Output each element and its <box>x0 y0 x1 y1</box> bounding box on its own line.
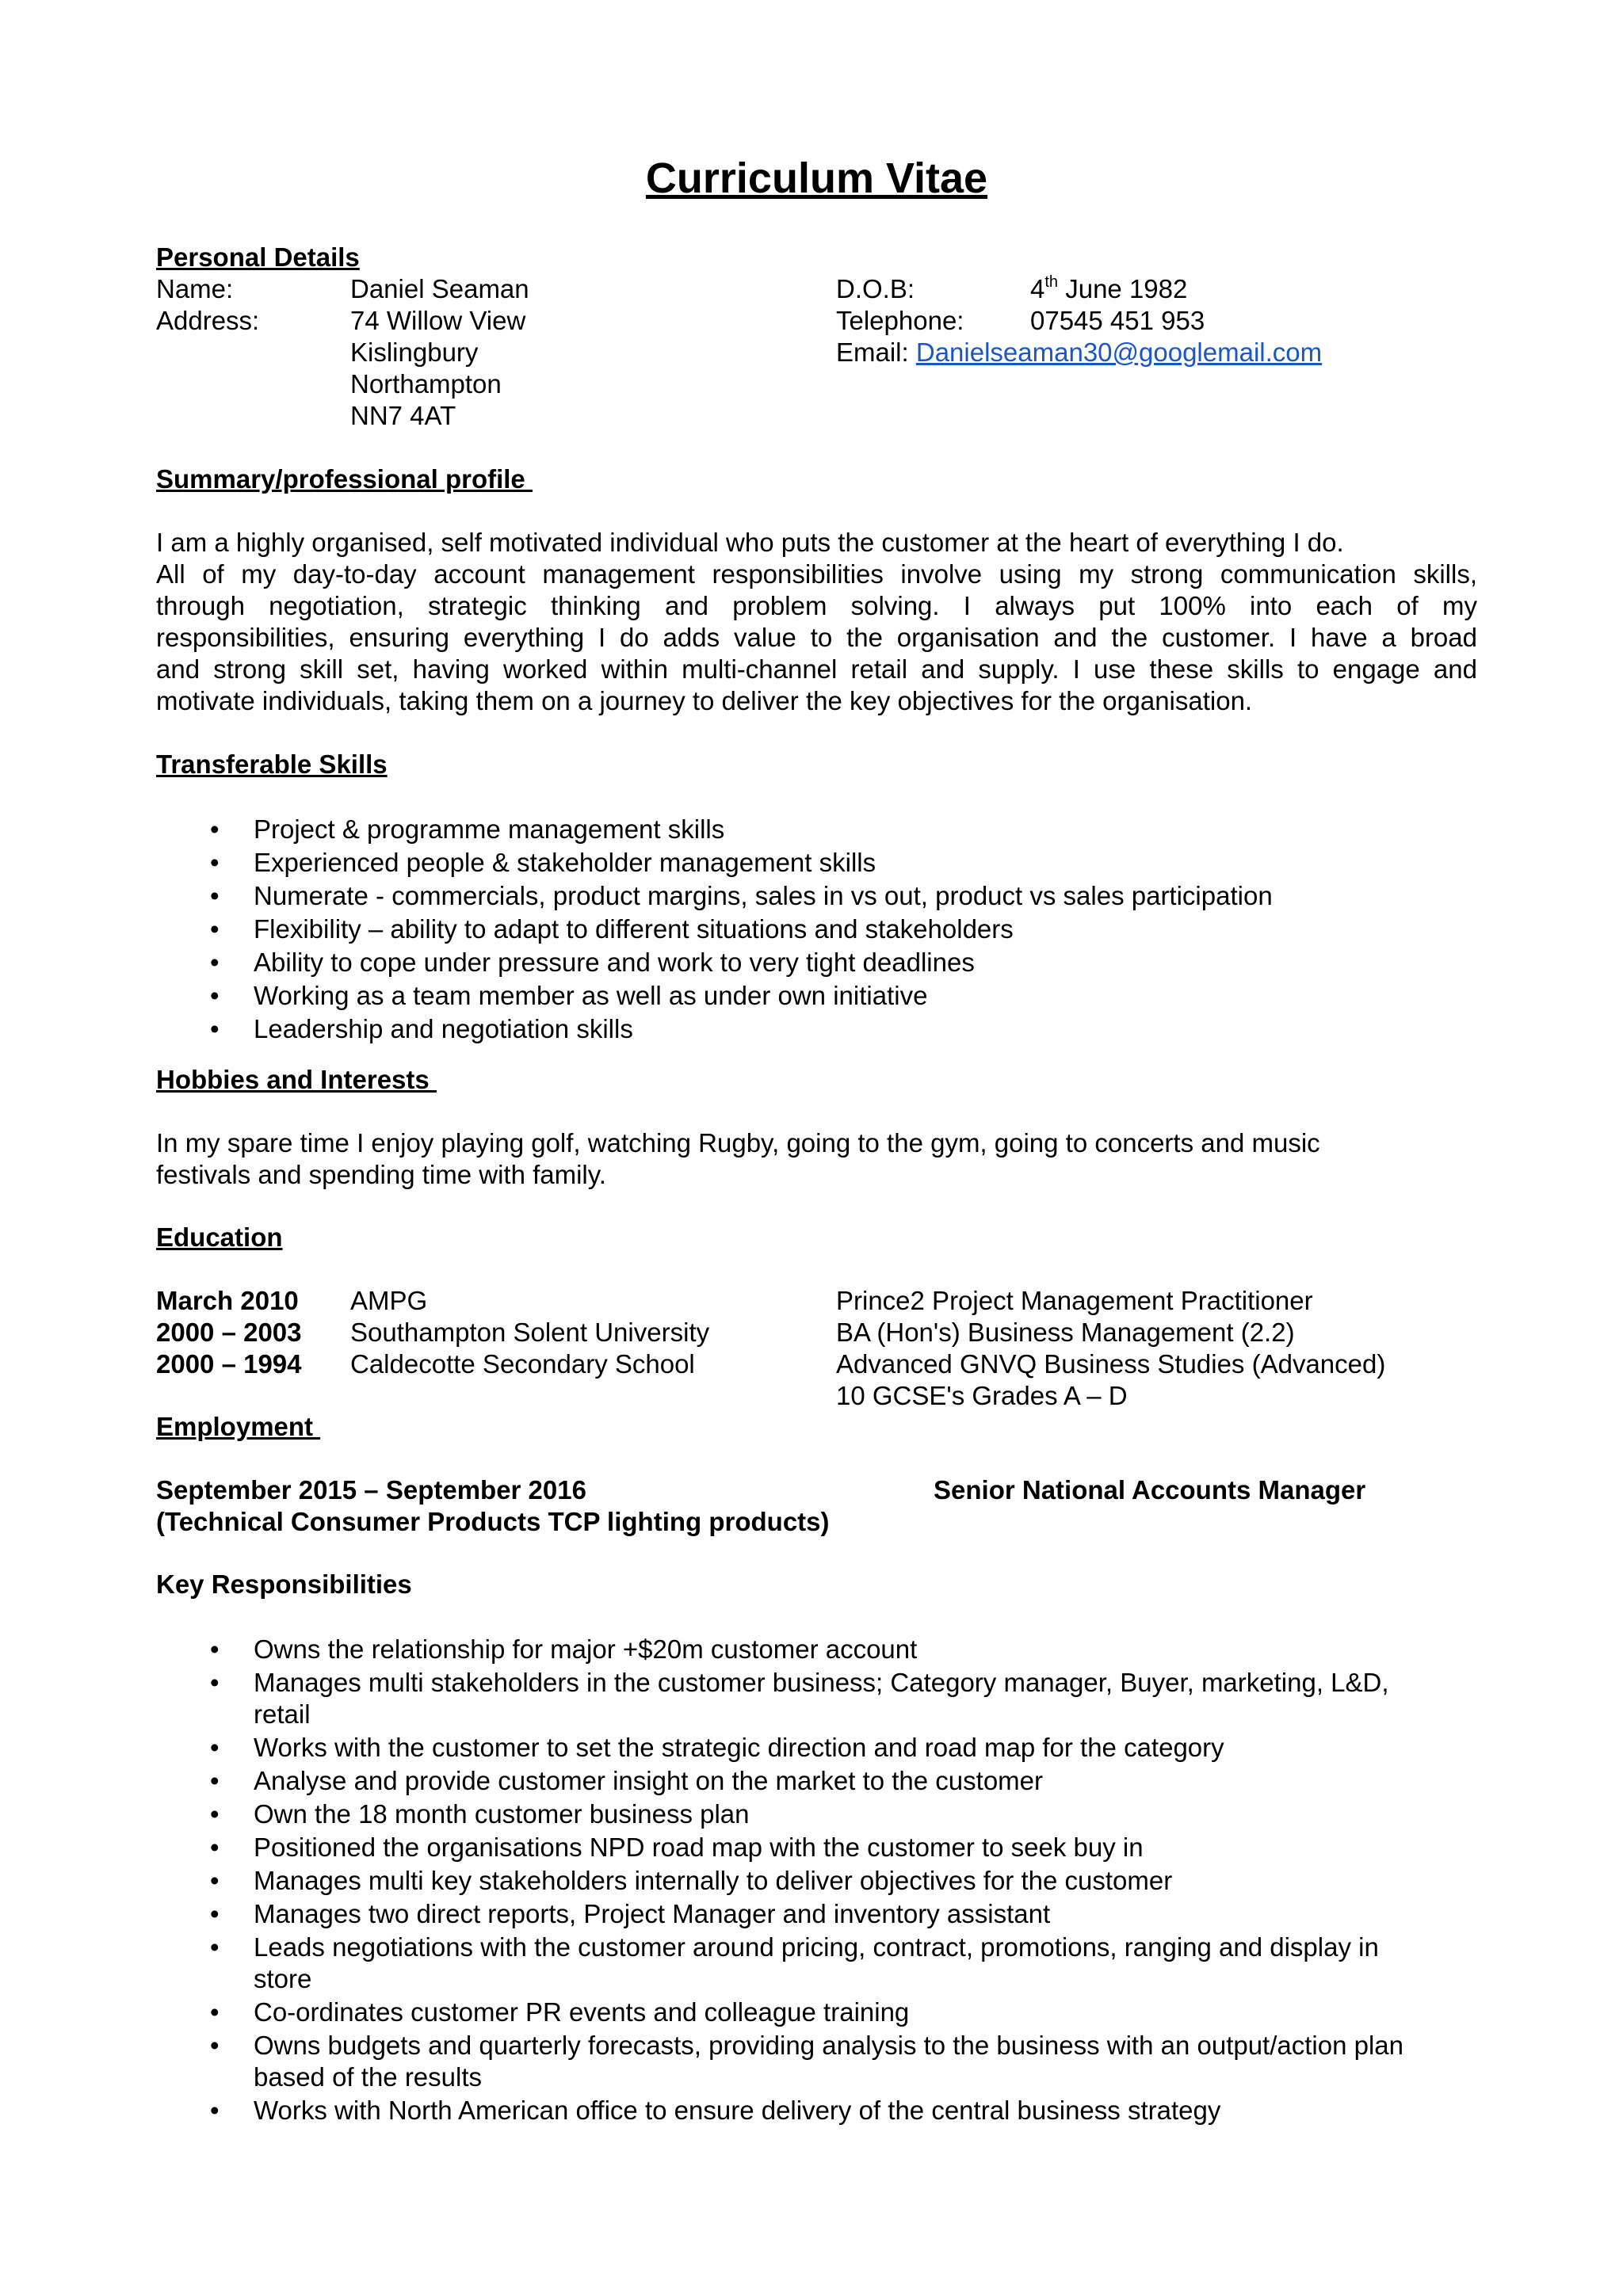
education-institution: Southampton Solent University <box>350 1318 710 1347</box>
summary-line: All of my day-to-day account management responsibilities involve using my strong communication skills, <box>156 559 1477 589</box>
name-label: Name: <box>156 274 234 303</box>
dob-value: 4th June 1982 <box>1030 273 1188 303</box>
bullet-icon: • <box>210 914 220 944</box>
skills-list <box>156 814 1477 1047</box>
education-date: 2000 – 2003 <box>156 1318 302 1347</box>
employment-heading: Employment <box>156 1412 321 1441</box>
list-item: • Manages two direct reports, Project Manager and inventory assistant <box>210 1899 1051 1928</box>
education-institution: Caldecotte Secondary School <box>350 1349 695 1379</box>
list-item: • Manages multi stakeholders in the customer business; Category manager, Buyer, marketing, L&D, retail <box>210 1668 1389 1729</box>
skills-heading: Transferable Skills <box>156 749 388 779</box>
education-date: March 2010 <box>156 1286 299 1315</box>
bullet-icon: • <box>210 1932 220 1962</box>
bullet-icon: • <box>210 1899 220 1928</box>
education-date: 2000 – 1994 <box>156 1349 302 1379</box>
key-responsibilities-heading: Key Responsibilities <box>156 1569 412 1599</box>
bullet-icon: • <box>210 2096 220 2125</box>
list-item: • Co-ordinates customer PR events and colleague training <box>210 1997 910 2027</box>
hobbies-heading: Hobbies and Interests <box>156 1065 437 1094</box>
list-item: • Analyse and provide customer insight on the market to the customer <box>210 1766 1044 1795</box>
list-item: • Own the 18 month customer business plan <box>210 1799 750 1829</box>
address-line: 74 Willow View <box>350 306 526 335</box>
personal-details-heading: Personal Details <box>156 242 360 272</box>
name-value: Daniel Seaman <box>350 274 529 303</box>
bullet-icon: • <box>210 948 220 977</box>
list-item: • Positioned the organisations NPD road map with the customer to seek buy in <box>210 1833 1144 1862</box>
bullet-icon: • <box>210 2031 220 2060</box>
employment-company: (Technical Consumer Products TCP lighting products) <box>156 1507 830 1536</box>
bullet-icon: • <box>210 1634 220 1664</box>
bullet-icon: • <box>210 1733 220 1762</box>
bullet-icon: • <box>210 1014 220 1043</box>
list-item: • Working as a team member as well as under own initiative <box>210 981 928 1010</box>
education-qualification: Prince2 Project Management Practitioner <box>836 1286 1313 1315</box>
list-item: • Numerate - commercials, product margins, sales in vs out, product vs sales participation <box>210 881 1273 910</box>
bullet-icon: • <box>210 1833 220 1862</box>
bullet-icon: • <box>210 981 220 1010</box>
education-qualification: 10 GCSE's Grades A – D <box>836 1381 1128 1410</box>
summary-line: responsibilities, ensuring everything I do adds value to the organisation and the customer. I have a broad <box>156 623 1477 652</box>
education-qualification: BA (Hon's) Business Management (2.2) <box>836 1318 1295 1347</box>
bullet-icon: • <box>210 881 220 910</box>
page-title: Curriculum Vitae <box>645 154 988 202</box>
list-item: • Works with the customer to set the strategic direction and road map for the category <box>210 1733 1224 1762</box>
list-item: • Works with North American office to ensure delivery of the central business strategy <box>210 2096 1221 2125</box>
address-label: Address: <box>156 306 260 335</box>
dob-label: D.O.B: <box>836 274 915 303</box>
email-label: Email: <box>836 338 916 367</box>
email-link[interactable]: Danielseaman30@googlemail.com <box>915 338 1323 367</box>
list-item: • Project & programme management skills <box>210 814 725 844</box>
bullet-icon: • <box>210 1997 220 2027</box>
education-heading: Education <box>156 1222 283 1252</box>
summary-first-line: I am a highly organised, self motivated individual who puts the customer at the heart of everything I do. <box>156 528 1344 557</box>
education-qualification: Advanced GNVQ Business Studies (Advanced) <box>836 1349 1386 1379</box>
address-line: Northampton <box>350 369 502 399</box>
address-line: NN7 4AT <box>350 401 456 430</box>
employment-period: September 2015 – September 2016 <box>156 1475 586 1505</box>
list-item: • Ability to cope under pressure and work to very tight deadlines <box>210 948 975 977</box>
hobbies-line: festivals and spending time with family. <box>156 1160 606 1189</box>
bullet-icon: • <box>210 814 220 844</box>
bullet-icon: • <box>210 1766 220 1795</box>
list-item: • Leadership and negotiation skills <box>210 1014 633 1043</box>
summary-line: motivate individuals, taking them on a journey to deliver the key objectives for the organisation. <box>156 686 1253 715</box>
bullet-icon: • <box>210 1866 220 1895</box>
list-item: • Experienced people & stakeholder management skills <box>210 848 876 877</box>
summary-line: and strong skill set, having worked within multi-channel retail and supply. I use these skills to engage and <box>156 654 1477 684</box>
list-item: • Manages multi key stakeholders internally to deliver objectives for the customer <box>210 1866 1173 1895</box>
email-row <box>836 337 1322 368</box>
summary-line: through negotiation, strategic thinking and problem solving. I always put 100% into each of my <box>156 591 1477 620</box>
bullet-icon: • <box>210 1799 220 1829</box>
responsibilities-list <box>156 1634 1477 2128</box>
list-item: • Leads negotiations with the customer around pricing, contract, promotions, ranging and display in store <box>210 1932 1379 1993</box>
list-item: • Flexibility – ability to adapt to different situations and stakeholders <box>210 914 1014 944</box>
list-item: • Owns budgets and quarterly forecasts, providing analysis to the business with an output/action plan based of the results <box>210 2031 1404 2092</box>
telephone-value: 07545 451 953 <box>1030 306 1205 335</box>
list-item: • Owns the relationship for major +$20m customer account <box>210 1634 918 1664</box>
hobbies-line: In my spare time I enjoy playing golf, watching Rugby, going to the gym, going to concerts and music <box>156 1128 1320 1158</box>
bullet-icon: • <box>210 1668 220 1697</box>
summary-heading: Summary/professional profile <box>156 464 533 494</box>
bullet-icon: • <box>210 848 220 877</box>
education-institution: AMPG <box>350 1286 428 1315</box>
address-line: Kislingbury <box>350 338 479 367</box>
employment-role: Senior National Accounts Manager <box>934 1475 1366 1505</box>
summary-paragraph <box>156 559 1477 717</box>
telephone-label: Telephone: <box>836 306 964 335</box>
